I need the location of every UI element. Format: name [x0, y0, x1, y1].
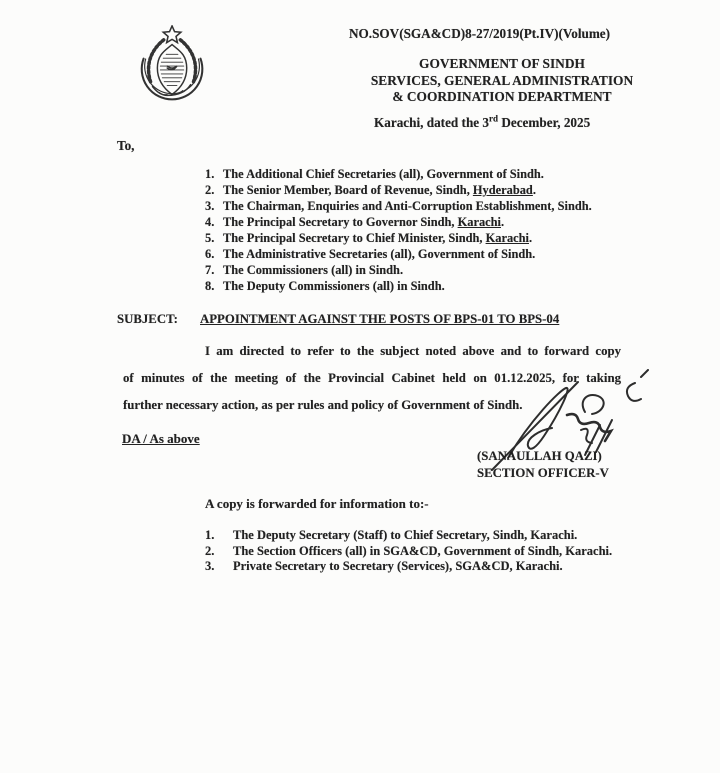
- copy-forward-intro: A copy is forwarded for information to:-: [205, 496, 429, 511]
- signatory-title: SECTION OFFICER-V: [477, 465, 609, 480]
- copy-row-1: 1. The Deputy Secretary (Staff) to Chief Secretary, Sindh, Karachi.: [205, 528, 578, 542]
- signatory-name: (SANAULLAH QAZI): [477, 449, 602, 463]
- date-line: Karachi, dated the 3rd December, 2025: [374, 113, 591, 130]
- recipient-row-6: 6. The Administrative Secretaries (all), Government of Sindh.: [205, 247, 536, 261]
- recipient-row-3: 3. The Chairman, Enquiries and Anti-Corruption Establishment, Sindh.: [205, 199, 592, 213]
- body-line-2: of minutes of the meeting of the Provincial Cabinet held on 01.12.2025, for taking: [123, 371, 621, 385]
- copy-forward-list: [205, 528, 612, 575]
- recipient-list: [205, 166, 592, 294]
- government-of-sindh-emblem-icon: [139, 25, 209, 118]
- recipient-row-8: 8. The Deputy Commissioners (all) in Sindh.: [205, 279, 445, 293]
- body-line-3: further necessary action, as per rules and policy of Government of Sindh.: [123, 398, 523, 412]
- recipient-row-4: 4. The Principal Secretary to Governor Sindh, Karachi.: [205, 215, 505, 229]
- recipient-row-5: 5. The Principal Secretary to Chief Minister, Sindh, Karachi.: [205, 231, 533, 245]
- handwritten-signature: [455, 357, 655, 487]
- body-line-1: I am directed to refer to the subject noted above and to forward copy: [205, 344, 621, 358]
- recipient-row-7: 7. The Commissioners (all) in Sindh.: [205, 263, 404, 277]
- org-line-1: GOVERNMENT OF SINDH: [419, 56, 585, 71]
- date-ordinal-suffix: rd: [489, 113, 499, 124]
- reference-number: NO.SOV(SGA&CD)8-27/2019(Pt.IV)(Volume): [349, 26, 611, 41]
- org-line-2: SERVICES, GENERAL ADMINISTRATION: [370, 72, 634, 88]
- recipient-row-1: 1. The Additional Chief Secretaries (all), Government of Sindh.: [205, 167, 544, 181]
- subject-label: SUBJECT:: [117, 312, 178, 326]
- enclosure-note: DA / As above: [122, 431, 200, 446]
- recipient-row-2: 2. The Senior Member, Board of Revenue, Sindh, Hyderabad.: [205, 183, 536, 197]
- subject-line: [117, 312, 559, 327]
- organization-heading: [366, 56, 638, 106]
- copy-row-2: 2. The Section Officers (all) in SGA&CD, Government of Sindh, Karachi.: [205, 543, 613, 558]
- subject-text: APPOINTMENT AGAINST THE POSTS OF BPS-01 TO BPS-04: [200, 312, 560, 326]
- org-line-3: & COORDINATION DEPARTMENT: [392, 89, 612, 104]
- salutation: To,: [117, 138, 135, 153]
- copy-row-3: 3. Private Secretary to Secretary (Services), SGA&CD, Karachi.: [205, 559, 563, 574]
